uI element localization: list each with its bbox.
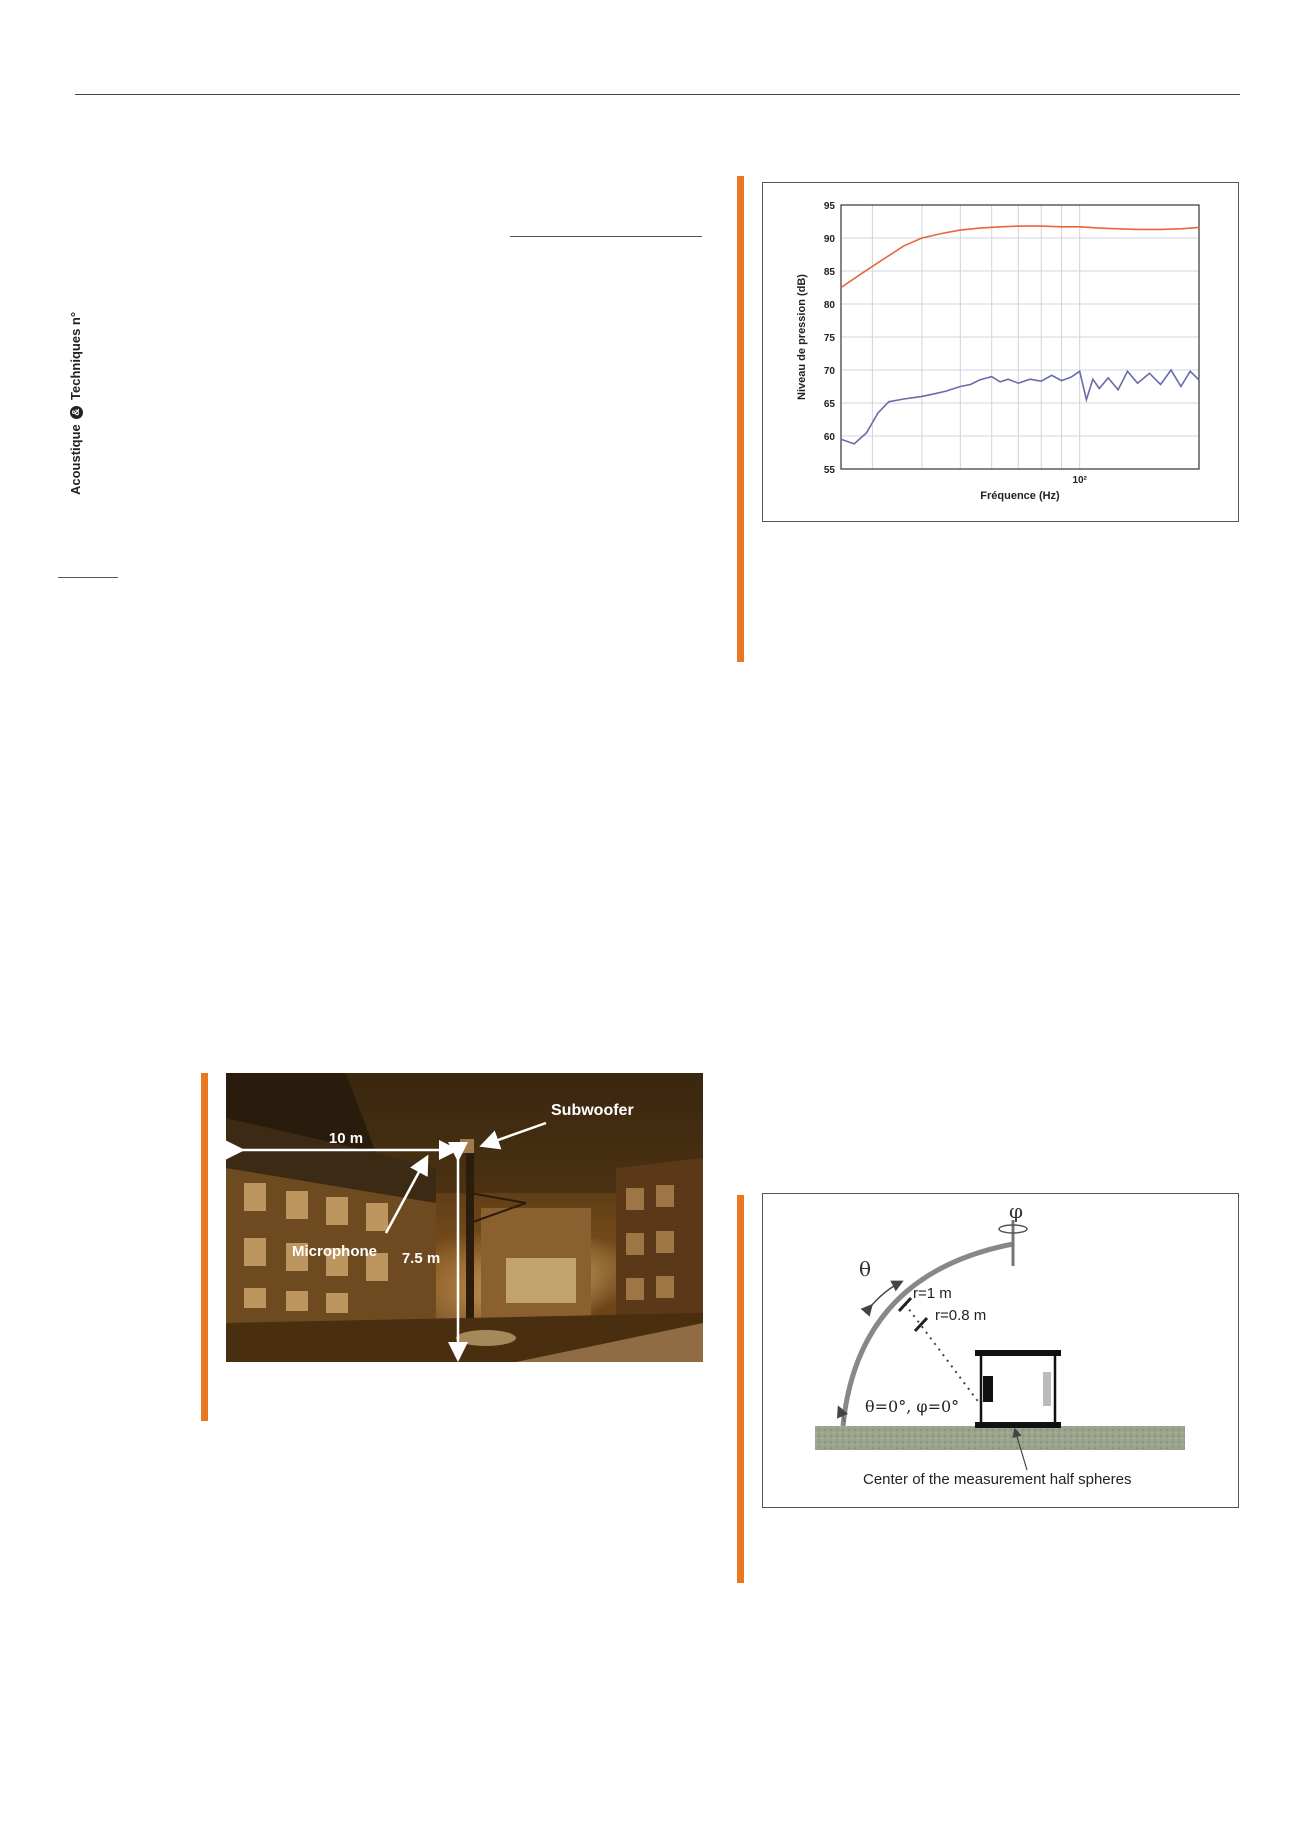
- measurement-site-photo: [226, 1073, 703, 1362]
- microphone-label: Microphone: [292, 1243, 377, 1260]
- distance-label: 10 m: [328, 1130, 364, 1147]
- ground-plane: [815, 1426, 1185, 1450]
- half-sphere-diagram: [763, 1194, 1238, 1507]
- radius-1m-label: r=1 m: [913, 1285, 952, 1302]
- diagram-accent-bar: [737, 1195, 744, 1583]
- chart-y-tick-label: 55: [823, 465, 835, 476]
- journal-label-part2: Techniques n°: [68, 311, 83, 400]
- chart-figure: [762, 182, 1239, 522]
- chart-y-tick-label: 95: [823, 201, 835, 212]
- chart-series-line-1: [841, 226, 1199, 287]
- radius-08m-label: r=0.8 m: [935, 1307, 987, 1324]
- chart-y-tick-label: 60: [823, 432, 835, 443]
- journal-label-amp: &: [70, 406, 83, 419]
- chart-x-axis-label: Fréquence (Hz): [980, 490, 1060, 502]
- chart-series-line-2: [841, 370, 1199, 444]
- chart-x-tick-label: 10²: [1072, 475, 1087, 486]
- photo-accent-bar: [201, 1073, 208, 1421]
- chart-y-tick-label: 75: [823, 333, 835, 344]
- journal-label: [68, 312, 83, 495]
- center-label: Center of the measurement half spheres: [863, 1471, 1132, 1488]
- chart-y-tick-label: 85: [823, 267, 835, 278]
- photo-illustration: [226, 1073, 703, 1362]
- chart-y-tick-label: 65: [823, 399, 835, 410]
- subwoofer-label: Subwoofer: [551, 1102, 634, 1119]
- pressure-level-chart: [763, 183, 1238, 521]
- origin-angles-label: θ=0°, φ=0°: [865, 1397, 960, 1416]
- journal-label-part1: Acoustique: [68, 424, 83, 495]
- chart-y-tick-label: 80: [823, 300, 835, 311]
- header-rule: [75, 94, 1240, 95]
- chart-y-tick-label: 90: [823, 234, 835, 245]
- chart-y-axis-label: Niveau de pression (dB): [796, 274, 808, 400]
- footnote-rule: [58, 577, 118, 578]
- measurement-diagram: [762, 1193, 1239, 1508]
- figure-accent-bar: [737, 176, 744, 662]
- loudspeaker-cabinet: [975, 1350, 1061, 1428]
- phi-symbol: φ: [1008, 1199, 1024, 1223]
- text-rule: [510, 236, 702, 237]
- theta-symbol: θ: [859, 1257, 872, 1281]
- chart-y-tick-label: 70: [823, 366, 835, 377]
- height-label: 7.5 m: [401, 1250, 441, 1267]
